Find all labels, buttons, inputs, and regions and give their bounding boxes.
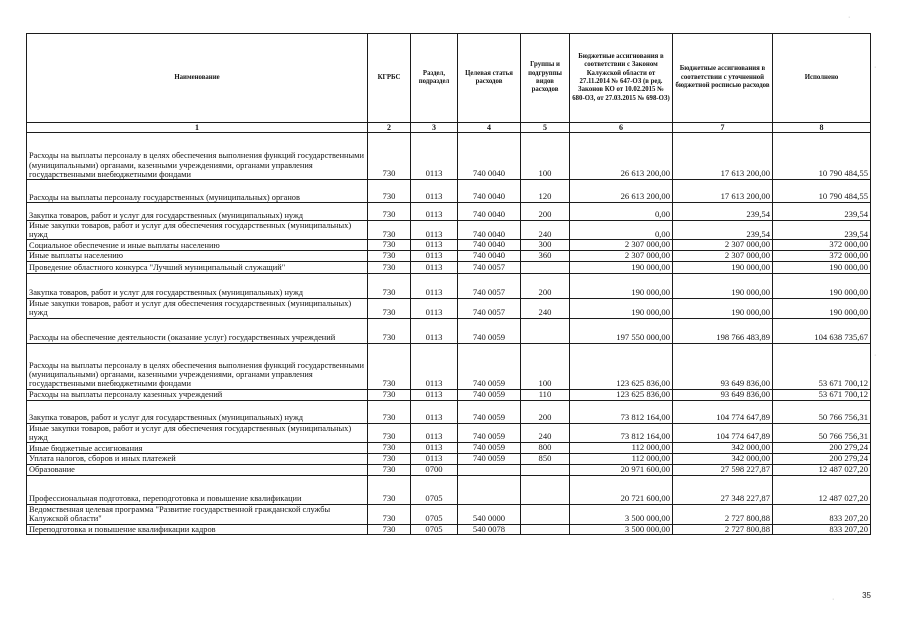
header-revised-allocation: Бюджетные ассигнования в соответствии с уточненной бюджетной росписью расходов: [673, 34, 773, 123]
cell-section: 0113: [411, 180, 458, 203]
cell-name: Иные закупки товаров, работ и услуг для обеспечения государственных (муниципальных) нужд: [27, 221, 368, 240]
cell-executed: 833 207,20: [773, 524, 871, 535]
cell-executed: 239,54: [773, 221, 871, 240]
cell-expense-group: 200: [521, 203, 570, 221]
header-name: Наименование: [27, 34, 368, 123]
table-row: [27, 203, 871, 221]
cell-section: 0705: [411, 524, 458, 535]
table-row: [27, 261, 871, 273]
cell-section: 0113: [411, 298, 458, 318]
cell-section: 0705: [411, 504, 458, 524]
cell-section: 0113: [411, 454, 458, 465]
cell-revised-allocation: 27 598 227,87: [673, 464, 773, 475]
cell-expense-group: 240: [521, 221, 570, 240]
cell-kgrbs: 730: [368, 203, 411, 221]
cell-target-article: 740 0059: [458, 443, 521, 454]
cell-kgrbs: 730: [368, 423, 411, 442]
cell-revised-allocation: 239,54: [673, 203, 773, 221]
cell-expense-group: [521, 475, 570, 504]
cell-section: 0113: [411, 133, 458, 180]
cell-target-article: 740 0057: [458, 261, 521, 273]
cell-name: Проведение областного конкурса "Лучший муниципальный служащий": [27, 261, 368, 273]
cell-executed: 239,54: [773, 203, 871, 221]
cell-section: 0705: [411, 475, 458, 504]
header-target-article: Целевая статья расходов: [458, 34, 521, 123]
cell-target-article: 740 0040: [458, 133, 521, 180]
cell-law-allocation: 3 500 000,00: [570, 524, 673, 535]
cell-expense-group: 200: [521, 273, 570, 298]
cell-name: Закупка товаров, работ и услуг для государственных (муниципальных) нужд: [27, 273, 368, 298]
cell-executed: 12 487 027,20: [773, 464, 871, 475]
cell-kgrbs: 730: [368, 475, 411, 504]
cell-section: 0113: [411, 221, 458, 240]
cell-expense-group: [521, 318, 570, 343]
cell-kgrbs: 730: [368, 504, 411, 524]
table-row: [27, 524, 871, 535]
cell-kgrbs: 730: [368, 261, 411, 273]
cell-expense-group: [521, 504, 570, 524]
cell-revised-allocation: 93 649 836,00: [673, 389, 773, 400]
cell-target-article: 540 0078: [458, 524, 521, 535]
column-number: 4: [458, 123, 521, 133]
cell-section: 0113: [411, 389, 458, 400]
scan-mark: ·: [848, 14, 851, 21]
cell-executed: 53 671 700,12: [773, 343, 871, 389]
cell-kgrbs: 730: [368, 251, 411, 262]
column-number: 5: [521, 123, 570, 133]
cell-law-allocation: 20 971 600,00: [570, 464, 673, 475]
cell-expense-group: 850: [521, 454, 570, 465]
cell-expense-group: 300: [521, 240, 570, 251]
cell-name: Социальное обеспечение и иные выплаты населению: [27, 240, 368, 251]
cell-law-allocation: 190 000,00: [570, 298, 673, 318]
table-row: [27, 318, 871, 343]
cell-law-allocation: 3 500 000,00: [570, 504, 673, 524]
scan-mark: ·: [832, 596, 835, 603]
cell-executed: 190 000,00: [773, 261, 871, 273]
cell-target-article: 740 0040: [458, 240, 521, 251]
cell-section: 0113: [411, 203, 458, 221]
column-number: 6: [570, 123, 673, 133]
cell-section: 0113: [411, 343, 458, 389]
cell-law-allocation: 0,00: [570, 221, 673, 240]
table-row: [27, 240, 871, 251]
scan-mark: ·: [874, 64, 877, 71]
cell-kgrbs: 730: [368, 524, 411, 535]
cell-executed: 10 790 484,55: [773, 180, 871, 203]
cell-kgrbs: 730: [368, 400, 411, 423]
cell-law-allocation: 2 307 000,00: [570, 251, 673, 262]
table-row: [27, 475, 871, 504]
cell-target-article: 540 0000: [458, 504, 521, 524]
cell-executed: 53 671 700,12: [773, 389, 871, 400]
table-row: [27, 443, 871, 454]
cell-expense-group: [521, 261, 570, 273]
cell-expense-group: 120: [521, 180, 570, 203]
cell-expense-group: 100: [521, 343, 570, 389]
cell-revised-allocation: 2 307 000,00: [673, 251, 773, 262]
cell-executed: 50 766 756,31: [773, 423, 871, 442]
cell-name: Переподготовка и повышение квалификации кадров: [27, 524, 368, 535]
cell-law-allocation: 190 000,00: [570, 273, 673, 298]
cell-section: 0113: [411, 423, 458, 442]
table-row: [27, 343, 871, 389]
cell-target-article: 740 0059: [458, 400, 521, 423]
cell-revised-allocation: 190 000,00: [673, 273, 773, 298]
cell-target-article: 740 0057: [458, 273, 521, 298]
table-row: [27, 273, 871, 298]
cell-kgrbs: 730: [368, 133, 411, 180]
cell-target-article: 740 0059: [458, 389, 521, 400]
cell-executed: 104 638 735,67: [773, 318, 871, 343]
cell-executed: 833 207,20: [773, 504, 871, 524]
cell-expense-group: 240: [521, 423, 570, 442]
cell-executed: 372 000,00: [773, 240, 871, 251]
cell-kgrbs: 730: [368, 454, 411, 465]
scan-mark: ·: [874, 352, 877, 359]
column-number-row: [27, 123, 871, 133]
cell-law-allocation: 197 550 000,00: [570, 318, 673, 343]
cell-target-article: 740 0059: [458, 454, 521, 465]
cell-kgrbs: 730: [368, 443, 411, 454]
cell-section: 0113: [411, 443, 458, 454]
cell-kgrbs: 730: [368, 180, 411, 203]
cell-target-article: [458, 475, 521, 504]
cell-law-allocation: 2 307 000,00: [570, 240, 673, 251]
cell-law-allocation: 73 812 164,00: [570, 400, 673, 423]
table-body: [27, 133, 871, 535]
cell-section: 0113: [411, 240, 458, 251]
cell-kgrbs: 730: [368, 318, 411, 343]
cell-executed: 200 279,24: [773, 443, 871, 454]
cell-kgrbs: 730: [368, 221, 411, 240]
table-row: [27, 504, 871, 524]
cell-name: Профессиональная подготовка, переподготовка и повышение квалификации: [27, 475, 368, 504]
cell-target-article: 740 0059: [458, 423, 521, 442]
column-number: 7: [673, 123, 773, 133]
cell-revised-allocation: 17 613 200,00: [673, 180, 773, 203]
cell-executed: 50 766 756,31: [773, 400, 871, 423]
cell-name: Иные бюджетные ассигнования: [27, 443, 368, 454]
cell-section: 0113: [411, 400, 458, 423]
cell-law-allocation: 112 000,00: [570, 443, 673, 454]
cell-revised-allocation: 17 613 200,00: [673, 133, 773, 180]
cell-law-allocation: 190 000,00: [570, 261, 673, 273]
header-kgrbs: КГРБС: [368, 34, 411, 123]
cell-kgrbs: 730: [368, 464, 411, 475]
table-row: [27, 251, 871, 262]
cell-revised-allocation: 190 000,00: [673, 298, 773, 318]
cell-kgrbs: 730: [368, 273, 411, 298]
cell-name: Иные выплаты населению: [27, 251, 368, 262]
cell-section: 0113: [411, 261, 458, 273]
cell-name: Образование: [27, 464, 368, 475]
cell-law-allocation: 20 721 600,00: [570, 475, 673, 504]
cell-target-article: 740 0040: [458, 180, 521, 203]
table-row: [27, 133, 871, 180]
cell-executed: 12 487 027,20: [773, 475, 871, 504]
table-row: [27, 298, 871, 318]
cell-section: 0113: [411, 318, 458, 343]
cell-name: Закупка товаров, работ и услуг для государственных (муниципальных) нужд: [27, 203, 368, 221]
cell-expense-group: [521, 524, 570, 535]
cell-kgrbs: 730: [368, 343, 411, 389]
cell-expense-group: 110: [521, 389, 570, 400]
cell-kgrbs: 730: [368, 298, 411, 318]
cell-name: Закупка товаров, работ и услуг для государственных (муниципальных) нужд: [27, 400, 368, 423]
cell-expense-group: 200: [521, 400, 570, 423]
header-section: Раздел, подраздел: [411, 34, 458, 123]
cell-law-allocation: 73 812 164,00: [570, 423, 673, 442]
table-row: [27, 221, 871, 240]
column-number: 1: [27, 123, 368, 133]
cell-revised-allocation: 342 000,00: [673, 454, 773, 465]
cell-revised-allocation: 27 348 227,87: [673, 475, 773, 504]
cell-name: Иные закупки товаров, работ и услуг для обеспечения государственных (муниципальных) нужд: [27, 423, 368, 442]
cell-expense-group: 100: [521, 133, 570, 180]
cell-kgrbs: 730: [368, 240, 411, 251]
cell-expense-group: 360: [521, 251, 570, 262]
cell-executed: 10 790 484,55: [773, 133, 871, 180]
cell-revised-allocation: 190 000,00: [673, 261, 773, 273]
cell-revised-allocation: 2 727 800,88: [673, 524, 773, 535]
cell-revised-allocation: 104 774 647,89: [673, 400, 773, 423]
header-law-allocation: Бюджетные ассигнования в соответствии с Законом Калужской области от 27.11.2014 № 647-ОЗ (в ред. Законов КО от 10.02.2015 № 680-ОЗ, от 27.03.2015 № 698-ОЗ): [570, 34, 673, 123]
cell-section: 0700: [411, 464, 458, 475]
cell-executed: 200 279,24: [773, 454, 871, 465]
page-number: 35: [862, 591, 871, 600]
cell-name: Расходы на выплаты персоналу казенных учреждений: [27, 389, 368, 400]
column-number: 3: [411, 123, 458, 133]
table-row: [27, 180, 871, 203]
cell-revised-allocation: 93 649 836,00: [673, 343, 773, 389]
cell-revised-allocation: 342 000,00: [673, 443, 773, 454]
cell-name: Расходы на выплаты персоналу в целях обеспечения выполнения функций государственными (муниципальными) органами, казенными учреждениями, органами управления государственными внебюджетными фондами: [27, 133, 368, 180]
cell-law-allocation: 0,00: [570, 203, 673, 221]
cell-expense-group: 800: [521, 443, 570, 454]
cell-name: Иные закупки товаров, работ и услуг для обеспечения государственных (муниципальных) нужд: [27, 298, 368, 318]
cell-law-allocation: 123 625 836,00: [570, 343, 673, 389]
cell-name: Расходы на выплаты персоналу в целях обеспечения выполнения функций государственными (муниципальными) органами, казенными учреждениями, органами управления государственными внебюджетными фондами: [27, 343, 368, 389]
cell-executed: 372 000,00: [773, 251, 871, 262]
table-header-row: [27, 34, 871, 123]
cell-expense-group: 240: [521, 298, 570, 318]
cell-executed: 190 000,00: [773, 273, 871, 298]
header-executed: Исполнено: [773, 34, 871, 123]
cell-expense-group: [521, 464, 570, 475]
cell-law-allocation: 26 613 200,00: [570, 180, 673, 203]
cell-law-allocation: 26 613 200,00: [570, 133, 673, 180]
cell-name: Ведомственная целевая программа "Развитие государственной гражданской службы Калужской области": [27, 504, 368, 524]
header-expense-group: Группы и подгруппы видов расходов: [521, 34, 570, 123]
budget-table: [26, 33, 871, 535]
column-number: 2: [368, 123, 411, 133]
cell-kgrbs: 730: [368, 389, 411, 400]
cell-revised-allocation: 239,54: [673, 221, 773, 240]
table-row: [27, 389, 871, 400]
cell-target-article: 740 0059: [458, 343, 521, 389]
cell-revised-allocation: 2 307 000,00: [673, 240, 773, 251]
table-row: [27, 454, 871, 465]
cell-target-article: 740 0040: [458, 221, 521, 240]
table-row: [27, 400, 871, 423]
cell-section: 0113: [411, 251, 458, 262]
cell-target-article: [458, 464, 521, 475]
cell-target-article: 740 0040: [458, 251, 521, 262]
table-row: [27, 464, 871, 475]
cell-revised-allocation: 104 774 647,89: [673, 423, 773, 442]
cell-revised-allocation: 198 766 483,89: [673, 318, 773, 343]
cell-revised-allocation: 2 727 800,88: [673, 504, 773, 524]
cell-target-article: 740 0057: [458, 298, 521, 318]
cell-law-allocation: 112 000,00: [570, 454, 673, 465]
cell-target-article: 740 0040: [458, 203, 521, 221]
cell-name: Расходы на выплаты персоналу государственных (муниципальных) органов: [27, 180, 368, 203]
column-number: 8: [773, 123, 871, 133]
table-row: [27, 423, 871, 442]
cell-law-allocation: 123 625 836,00: [570, 389, 673, 400]
cell-name: Расходы на обеспечение деятельности (оказание услуг) государственных учреждений: [27, 318, 368, 343]
cell-section: 0113: [411, 273, 458, 298]
cell-target-article: 740 0059: [458, 318, 521, 343]
cell-executed: 190 000,00: [773, 298, 871, 318]
cell-name: Уплата налогов, сборов и иных платежей: [27, 454, 368, 465]
